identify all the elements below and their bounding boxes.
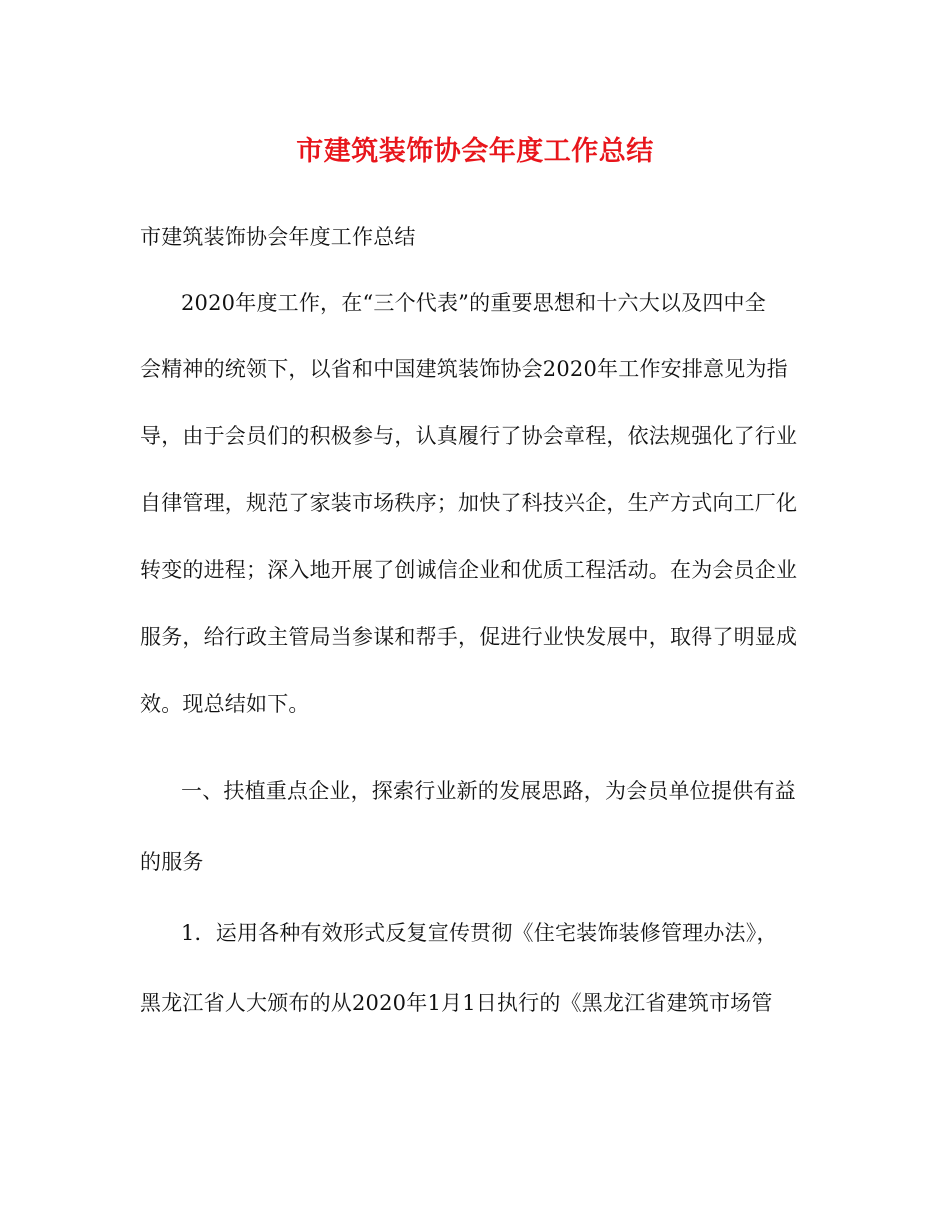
- section-heading-line: 一、扶植重点企业，探索行业新的发展思路，为会员单位提供有益: [181, 779, 796, 803]
- list-item-line: 黑龙江省人大颁布的从2020年1月1日执行的《黑龙江省建筑市场管: [140, 991, 773, 1015]
- paragraph-line: 2020年度工作，在“三个代表”的重要思想和十六大以及四中全: [181, 291, 766, 315]
- list-item-line: 1．运用各种有效形式反复宣传贯彻《住宅装饰装修管理办法》，: [181, 921, 778, 945]
- document-subtitle: 市建筑装饰协会年度工作总结: [140, 225, 416, 249]
- paragraph-line: 转变的进程；深入地开展了创诚信企业和优质工程活动。在为会员企业: [140, 558, 798, 582]
- paragraph-line: 服务，给行政主管局当参谋和帮手，促进行业快发展中，取得了明显成: [140, 625, 798, 649]
- paragraph-line: 导，由于会员们的积极参与，认真履行了协会章程，依法规强化了行业: [140, 424, 798, 448]
- paragraph-line: 效。现总结如下。: [140, 692, 310, 716]
- paragraph-line: 会精神的统领下，以省和中国建筑装饰协会2020年工作安排意见为指: [140, 357, 788, 381]
- paragraph-line: 自律管理，规范了家装市场秩序；加快了科技兴企，生产方式向工厂化: [140, 491, 798, 515]
- section-heading-line: 的服务: [140, 850, 204, 874]
- document-title: 市建筑装饰协会年度工作总结: [296, 136, 654, 167]
